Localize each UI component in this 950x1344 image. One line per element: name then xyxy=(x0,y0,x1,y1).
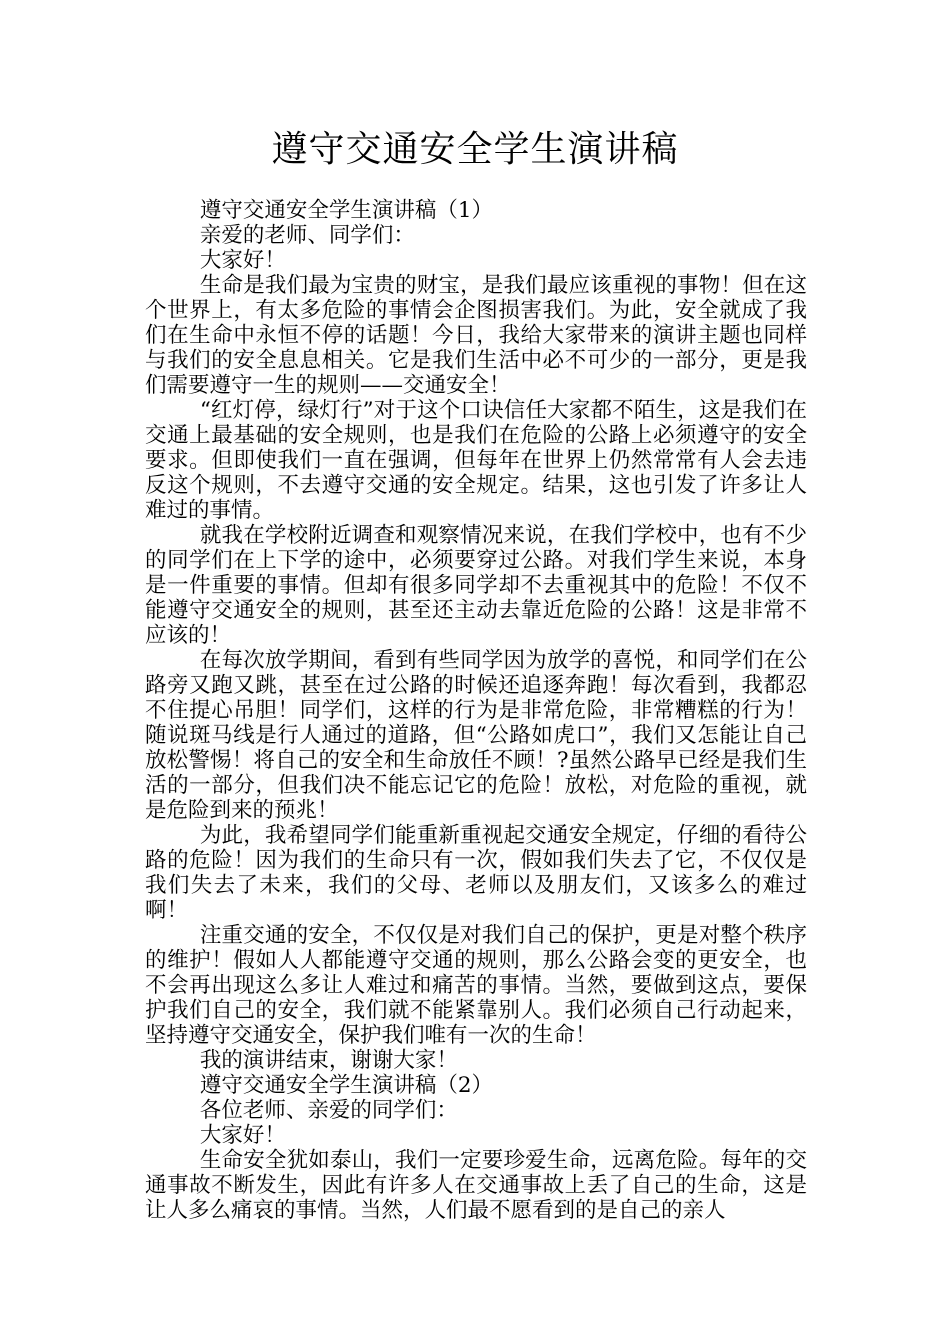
closing-line: 我的演讲结束，谢谢大家！ xyxy=(199,1048,458,1073)
document-title: 遵守交通安全学生演讲稿 xyxy=(271,129,679,170)
greeting: 大家好！ xyxy=(199,1123,286,1148)
paragraph: 生命是我们最为宝贵的财宝，是我们最应该重视的事物！但在这个世界上，有太多危险的事情会企图损害我们。为此，安全就成了我们在生命中永恒不停的话题！今日，我给大家带来的演讲主题也同样与我们的安全息息相关。它是我们生活中必不可少的一部分，更是我们需要遵守一生的规则——交通安全！ xyxy=(145,273,807,398)
paragraph: 生命安全犹如泰山，我们一定要珍爱生命，远离危险。每年的交通事故不断发生，因此有许多人在交通事故上丢了自己的生命，这是让人多么痛哀的事情。当然，人们最不愿看到的是自己的亲人 xyxy=(145,1148,807,1223)
paragraph: 注重交通的安全，不仅仅是对我们自己的保护，更是对整个秩序的维护！假如人人都能遵守交通的规则，那么公路会变的更安全，也不会再出现这么多让人难过和痛苦的事情。当然，要做到这点，要保护我们自己的安全，我们就不能紧靠别人。我们必须自己行动起来，坚持遵守交通安全，保护我们唯有一次的生命！ xyxy=(145,923,807,1048)
section-heading-2: 遵守交通安全学生演讲稿（2） xyxy=(199,1073,493,1098)
salutation: 亲爱的老师、同学们： xyxy=(199,223,415,248)
paragraph: “红灯停，绿灯行”对于这个口诀信任大家都不陌生，这是我们在交通上最基础的安全规则，也是我们在危险的公路上必须遵守的安全要求。但即使我们一直在强调，但每年在世界上仍然常常有人会去违反这个规则，不去遵守交通的安全规定。结果，这也引发了许多让人难过的事情。 xyxy=(145,398,807,523)
paragraph: 就我在学校附近调查和观察情况来说，在我们学校中，也有不少的同学们在上下学的途中，必须要穿过公路。对我们学生来说，本身是一件重要的事情。但却有很多同学却不去重视其中的危险！不仅不能遵守交通安全的规则，甚至还主动去靠近危险的公路！这是非常不应该的！ xyxy=(145,523,807,648)
document-body xyxy=(145,198,807,1223)
paragraph: 在每次放学期间，看到有些同学因为放学的喜悦，和同学们在公路旁又跑又跳，甚至在过公路的时候还追逐奔跑！每次看到，我都忍不住提心吊胆！同学们，这样的行为是非常危险，非常糟糕的行为！随说斑马线是行人通过的道路，但“公路如虎口”，我们又怎能让自己放松警惕！将自己的安全和生命放任不顾！?虽然公路早已经是我们生活的一部分，但我们决不能忘记它的危险！放松，对危险的重视，就是危险到来的预兆！ xyxy=(145,648,807,823)
greeting: 大家好！ xyxy=(199,248,286,273)
salutation: 各位老师、亲爱的同学们： xyxy=(199,1098,458,1123)
section-heading-1: 遵守交通安全学生演讲稿（1） xyxy=(199,198,493,223)
paragraph: 为此，我希望同学们能重新重视起交通安全规定，仔细的看待公路的危险！因为我们的生命只有一次，假如我们失去了它，不仅仅是我们失去了未来，我们的父母、老师以及朋友们，又该多么的难过啊！ xyxy=(145,823,807,923)
